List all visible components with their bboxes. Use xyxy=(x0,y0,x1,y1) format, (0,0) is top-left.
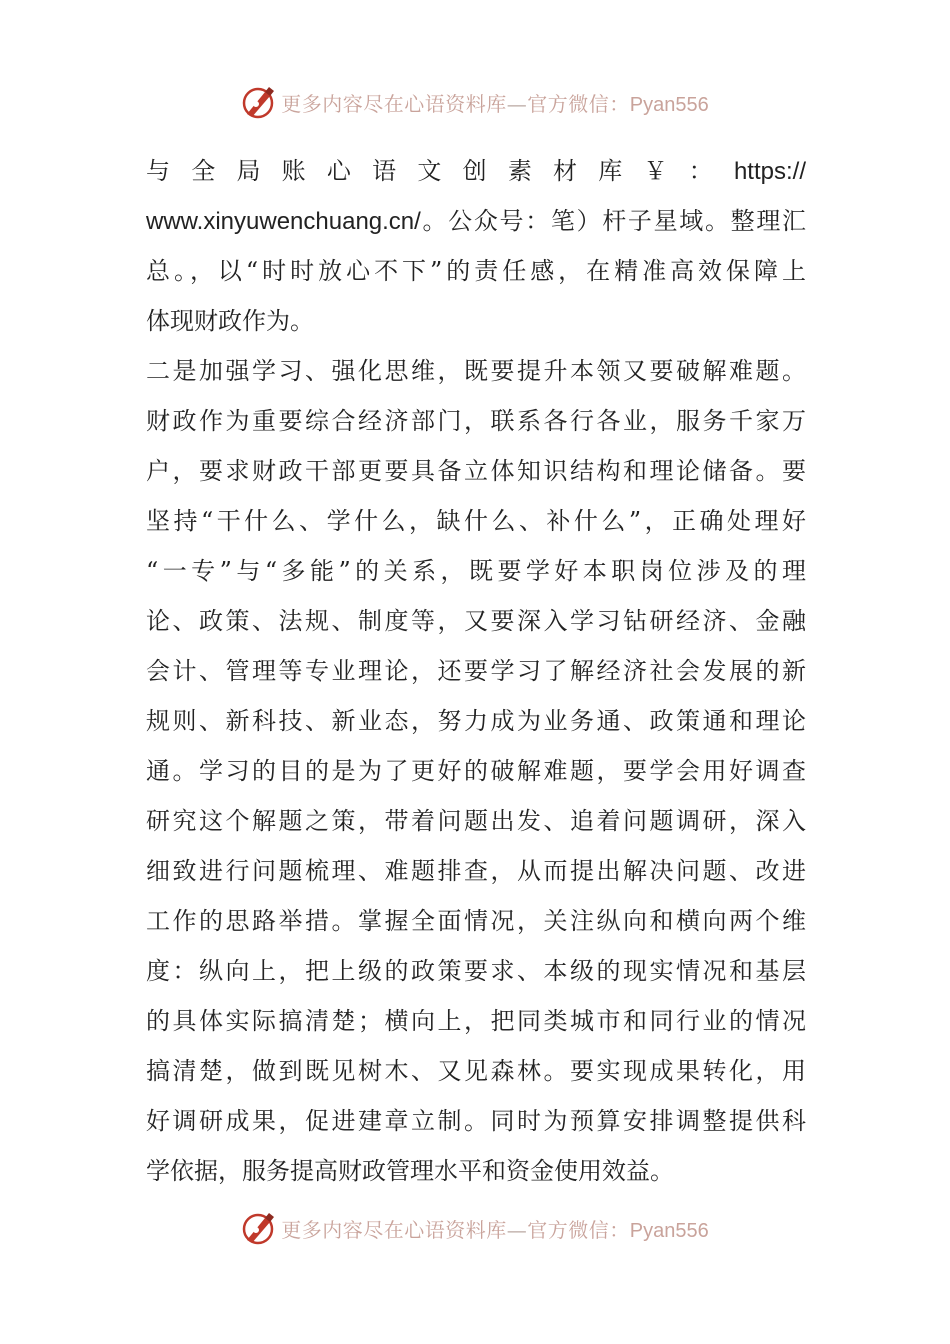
text-line: 的具体实际搞清楚；横向上，把同类城市和同行业的情况 xyxy=(146,1007,806,1035)
header-banner-text: 更多内容尽在心语资料库—官方微信：Pyan556 xyxy=(281,91,709,116)
text-line: 户，要求财政干部更要具备立体知识结构和理论储备。要 xyxy=(146,457,806,485)
website-url: www.xinyuwenchuang.cn/ xyxy=(146,208,421,235)
text-line: 研究这个解题之策，带着问题出发、追着问题调研，深入 xyxy=(146,807,806,835)
text-line: 细致进行问题梳理、难题排查，从而提出解决问题、改进 xyxy=(146,857,806,885)
text-line: 坚持“干什么、学什么，缺什么、补什么”，正确处理好 xyxy=(146,507,806,535)
text-line: www.xinyuwenchuang.cn/。公众号：笔）杆子星域。整理汇 xyxy=(146,207,806,235)
header-watermark xyxy=(0,82,950,122)
text-line: “一专”与“多能”的关系，既要学好本职岗位涉及的理 xyxy=(146,557,806,585)
text-line: 度：纵向上，把上级的政策要求、本级的现实情况和基层 xyxy=(146,957,806,985)
text-line: 会计、管理等专业理论，还要学习了解经济社会发展的新 xyxy=(146,657,806,685)
text-line: 工作的思路举措。掌握全面情况，关注纵向和横向两个维 xyxy=(146,907,806,935)
footer-banner-text: 更多内容尽在心语资料库—官方微信：Pyan556 xyxy=(281,1217,709,1242)
pen-logo-icon xyxy=(241,84,277,120)
text-line: 二是加强学习、强化思维，既要提升本领又要破解难题。 xyxy=(146,357,806,385)
text-line: 搞清楚，做到既见树木、又见森林。要实现成果转化，用 xyxy=(146,1057,806,1085)
text-line: 通。学习的目的是为了更好的破解难题，要学会用好调查 xyxy=(146,757,806,785)
text-line: 学依据，服务提高财政管理水平和资金使用效益。 xyxy=(146,1157,674,1185)
text-line: 财政作为重要综合经济部门，联系各行各业，服务千家万 xyxy=(146,407,806,435)
document-body xyxy=(146,146,806,1196)
text-line: 与全局账心语文创素材库￥：https:// xyxy=(146,157,806,185)
footer-watermark xyxy=(0,1208,950,1248)
text-line: 规则、新科技、新业态，努力成为业务通、政策通和理论 xyxy=(146,707,806,735)
text-line: 体现财政作为。 xyxy=(146,307,314,335)
pen-logo-icon xyxy=(241,1210,277,1246)
text-line: 论、政策、法规、制度等，又要深入学习钻研经济、金融 xyxy=(146,607,806,635)
text-line: 好调研成果，促进建章立制。同时为预算安排调整提供科 xyxy=(146,1107,806,1135)
text-line: 总。，以“时时放心不下”的责任感，在精准高效保障上 xyxy=(146,257,806,285)
